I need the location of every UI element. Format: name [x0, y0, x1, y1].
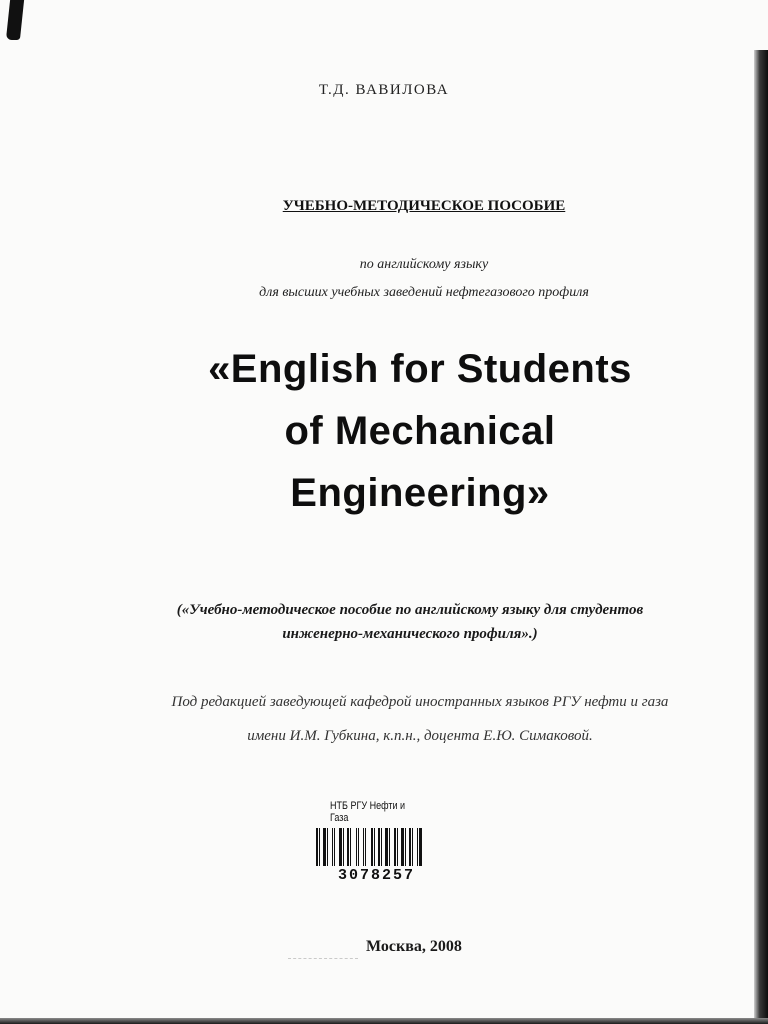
barcode-bar [409, 828, 411, 866]
barcode-bar [358, 828, 359, 866]
barcode-bar [423, 828, 424, 866]
barcode-bars [316, 828, 440, 866]
russian-title [130, 598, 690, 646]
barcode-bar [378, 828, 380, 866]
editor-line-1: Под редакцией заведующей кафедрой иностранных языков РГУ нефти и газа [171, 694, 669, 710]
barcode-bar [389, 828, 390, 866]
barcode-bar [419, 828, 422, 866]
barcode-bar [350, 828, 351, 866]
barcode-bar [334, 828, 335, 866]
barcode-bar [329, 828, 331, 866]
library-barcode [316, 800, 446, 884]
barcode-bar [374, 828, 375, 866]
barcode-bar [323, 828, 326, 866]
scan-right-edge [754, 50, 768, 1024]
main-title-line-3: Engineering» [290, 471, 550, 515]
scan-corner-mark [6, 0, 24, 40]
barcode-bar [343, 828, 344, 866]
barcode-bar [385, 828, 388, 866]
document-type: УЧЕБНО-МЕТОДИЧЕСКОЕ ПОСОБИЕ [282, 198, 566, 214]
barcode-bar [347, 828, 349, 866]
barcode-number: 3078257 [338, 867, 416, 884]
faded-stamp [288, 930, 358, 959]
barcode-bar [371, 828, 373, 866]
barcode-bar [316, 828, 318, 866]
barcode-bar [397, 828, 398, 866]
editor-line-2: имени И.М. Губкина, к.п.н., доцента Е.Ю. Симаковой. [247, 728, 593, 744]
barcode-bar [399, 828, 400, 866]
barcode-bar [360, 828, 362, 866]
editor-note [110, 685, 730, 753]
barcode-bar [394, 828, 396, 866]
barcode-bar [327, 828, 328, 866]
barcode-bar [401, 828, 404, 866]
barcode-bar [321, 828, 322, 866]
barcode-bar [367, 828, 370, 866]
russian-title-line-2: инженерно-механического профиля».) [282, 626, 538, 642]
subtitle-language: по английскому языку [359, 257, 489, 272]
barcode-bar [381, 828, 382, 866]
main-title-line-2: of Mechanical [284, 409, 556, 453]
author-name: Т.Д. ВАВИЛОВА [318, 82, 450, 98]
barcode-bar [365, 828, 366, 866]
barcode-bar [332, 828, 333, 866]
scan-bottom-edge [0, 1018, 768, 1024]
barcode-bar [383, 828, 384, 866]
main-title [120, 338, 720, 524]
barcode-bar [417, 828, 418, 866]
barcode-bar [345, 828, 346, 866]
barcode-bar [339, 828, 342, 866]
barcode-bar [352, 828, 355, 866]
library-label: НТБ РГУ Нефти и Газа [330, 800, 406, 824]
barcode-bar [356, 828, 357, 866]
barcode-bar [363, 828, 364, 866]
barcode-bar [391, 828, 393, 866]
main-title-line-1: «English for Students [208, 347, 632, 391]
subtitle-audience: для высших учебных заведений нефтегазового профиля [259, 285, 589, 300]
barcode-bar [336, 828, 338, 866]
barcode-bar [319, 828, 320, 866]
barcode-bar [407, 828, 408, 866]
barcode-bar [414, 828, 416, 866]
city-year: Москва, 2008 [366, 938, 462, 955]
barcode-bar [412, 828, 413, 866]
russian-title-line-1: («Учебно-методическое пособие по английскому языку для студентов [176, 602, 644, 618]
barcode-bar [376, 828, 377, 866]
barcode-bar [405, 828, 406, 866]
